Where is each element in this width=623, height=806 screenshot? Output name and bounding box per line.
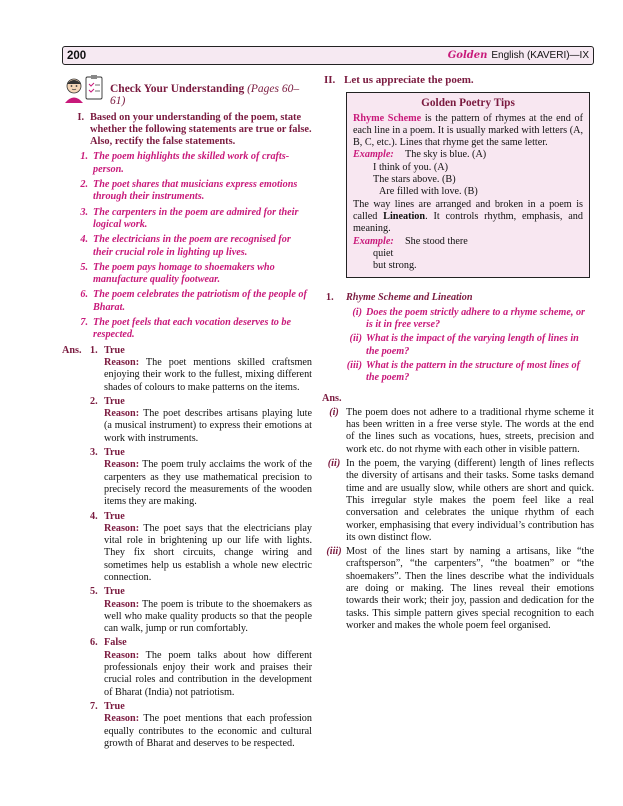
statement-text: The carpenters in the poem are admired for their logical work. <box>93 206 299 230</box>
reason-text: The poet describes artisans playing lute (a musical instrument) to express their emotions at work with instruments. <box>104 408 312 444</box>
term-lineation: Lineation <box>383 210 426 222</box>
answer-verdict: True <box>104 700 125 712</box>
reason-text: The poem is tribute to the shoemakers as well who make quality products so that the people can walk, jump or run comfortably. <box>104 598 312 635</box>
answer-item <box>62 511 312 585</box>
statement-number: 4. <box>80 234 88 246</box>
answer-number: 4. <box>90 510 98 522</box>
statement-text: The poet feels that each vocation deserves to be respected. <box>93 317 292 341</box>
example-line: She stood there <box>405 235 468 247</box>
sub-question-text: What is the impact of the varying length of lines in the poem? <box>366 333 579 357</box>
page-number: 200 <box>67 49 87 62</box>
statement-item <box>62 289 312 314</box>
sub-answer-number: (i) <box>329 406 339 418</box>
tips-text-2a: The way lines are arranged and broken in a poem is called <box>353 198 583 222</box>
sub-answer-text: The poem does not adhere to a traditional rhyme scheme it has been written in a free verse style. The words at the end of the lines such as vocations, hues, streets, precision and work etc. do not rhyme with each other in visible pattern. <box>346 406 594 455</box>
question-number: I. <box>77 111 84 123</box>
answer-item <box>62 396 312 445</box>
tips-title: Golden Poetry Tips <box>421 97 515 110</box>
answer-item <box>62 447 312 508</box>
example-line: Are filled with love. (B) <box>379 186 478 198</box>
book-name: English (KAVERI)—IX <box>491 50 589 61</box>
statement-text: The poem celebrates the patriotism of the people of Bharat. <box>93 289 307 313</box>
answer-verdict: True <box>104 510 125 522</box>
ans-label: Ans. <box>322 392 342 404</box>
check-understanding-heading <box>62 74 312 108</box>
poetry-tips-box <box>346 92 590 278</box>
statement-text: The electricians in the poem are recognised for their crucial role in lighting up lives. <box>93 234 291 258</box>
statement-text: The poem pays homage to shoemakers who manufacture quality footwear. <box>93 261 275 286</box>
answer-number: 3. <box>90 447 98 459</box>
statement-item <box>62 207 312 232</box>
answer-verdict: True <box>104 395 125 407</box>
sub-answer <box>322 546 594 632</box>
reason-text: The poet mentions that each profession equally contributes to the economic and cultural growth of Bharat and deserves to be respected. <box>104 713 312 749</box>
sub-answer-number: (ii) <box>327 458 341 470</box>
answer-number: 1. <box>90 344 98 356</box>
reason-text: The poem truly acclaims the work of the carpenters as they use mathematical precision to precisely record the measurements of the wooden items they are making. <box>104 459 312 508</box>
section-2-heading <box>324 74 594 86</box>
answer-reason <box>104 523 312 584</box>
statement-text: The poet shares that musicians express emotions through their instruments. <box>93 179 298 203</box>
section-pages: (Pages 60–61) <box>110 83 300 108</box>
reason-text: The poet says that the electricians play vital role in brightening up our life with lights. They fix short circuits, change wiring and sometimes help us establish a whole new electric connection. <box>104 522 312 583</box>
answer-number: 2. <box>90 395 98 407</box>
reason-label: Reason: <box>104 356 140 368</box>
answer-reason <box>104 459 312 508</box>
reason-label: Reason: <box>104 522 140 534</box>
example-label: Example: <box>353 235 394 247</box>
statement-item <box>62 151 312 176</box>
answer-verdict: False <box>104 637 127 649</box>
answers-section <box>322 393 594 633</box>
statement-number: 5. <box>80 261 88 273</box>
term-rhyme-scheme: Rhyme Scheme <box>353 112 422 124</box>
answer-item <box>62 637 312 698</box>
answer-item <box>62 586 312 635</box>
student-clipboard-icon <box>62 74 106 104</box>
sub-question-number: (ii) <box>349 333 362 345</box>
section-title-text: Check Your Understanding <box>110 83 245 95</box>
question-number: 1. <box>326 292 334 304</box>
reason-label: Reason: <box>104 598 140 610</box>
answer-reason <box>104 713 312 750</box>
sub-question-number: (iii) <box>346 359 362 371</box>
right-column <box>322 74 594 632</box>
answer-item <box>62 345 312 394</box>
answer-number: 5. <box>90 586 98 598</box>
section-number: II. <box>324 74 336 86</box>
example-line: The stars above. (B) <box>373 174 456 186</box>
answer-item <box>62 701 312 750</box>
answer-reason <box>104 650 312 699</box>
statement-number: 3. <box>80 206 88 218</box>
book-title <box>448 50 589 61</box>
section-title <box>110 74 312 108</box>
sub-question-text: Does the poem strictly adhere to a rhyme scheme, or is it in free verse? <box>366 306 586 331</box>
reason-label: Reason: <box>104 713 140 725</box>
sub-question <box>322 333 594 358</box>
question-1 <box>62 112 312 149</box>
reason-text: The poem talks about how different professionals enjoy their work and praises their crucial roles and contribution in the development of Bharat (India) not patriotism. <box>104 649 312 698</box>
sub-answer <box>322 407 594 456</box>
answer-verdict: True <box>104 447 125 459</box>
reason-label: Reason: <box>104 649 140 661</box>
example-2 <box>353 236 583 248</box>
answer-number: 7. <box>90 700 98 712</box>
answer-verdict: True <box>104 344 125 356</box>
section-title: Let us appreciate the poem. <box>344 74 474 86</box>
answer-number: 6. <box>90 637 98 649</box>
statement-number: 1. <box>80 151 88 163</box>
sub-question <box>322 360 594 385</box>
tips-paragraph-1 <box>353 113 583 150</box>
example-line: The sky is blue. (A) <box>405 149 487 161</box>
question-rhyme-lineation <box>322 292 594 384</box>
reason-label: Reason: <box>104 408 140 420</box>
statement-number: 7. <box>80 317 88 329</box>
statement-text: The poem highlights the skilled work of crafts-person. <box>93 151 290 175</box>
answer-verdict: True <box>104 586 125 598</box>
statement-item <box>62 262 312 287</box>
sub-question-number: (i) <box>352 306 362 318</box>
statement-item <box>62 179 312 204</box>
example-label: Example: <box>353 149 394 161</box>
sub-answer-text: In the poem, the varying (different) length of lines reflects the diversity of artisans and their tasks. Some tasks demand time and are usually slow, while others are short and quick. This irregular style makes the poem feel like a real conversation and celebrates the unique rhythm of each worker, emphasising that every individual’s contribution has its own distinct flow. <box>346 458 594 543</box>
ans-label: Ans. <box>62 344 82 356</box>
page-header <box>62 46 594 65</box>
statement-number: 2. <box>80 179 88 191</box>
statement-number: 6. <box>80 289 88 301</box>
tips-text-2b: . It controls rhythm, emphasis, and meaning. <box>353 210 583 235</box>
left-column <box>62 74 312 752</box>
sub-question-text: What is the pattern in the structure of most lines of the poem? <box>366 359 580 384</box>
sub-answer-text: Most of the lines start by naming a artisans, like “the craftsperson”, “the carpenters”, “the boatmen” or “the shoemakers”. Then the lines describe what the individuals are doing or making. The lines reveal their emotions towards their work; their joy, passion and dedication for the tasks. This simple pattern gives special recognition to each worker and makes the whole poem feel organised. <box>346 546 594 631</box>
answer-reason <box>104 357 312 394</box>
example-1 <box>353 149 583 161</box>
statement-list <box>62 151 312 341</box>
answer-reason <box>104 599 312 636</box>
example-line: but strong. <box>373 260 417 272</box>
statement-item <box>62 317 312 342</box>
answers-list <box>62 345 312 751</box>
answer-reason <box>104 408 312 445</box>
tips-paragraph-2 <box>353 199 583 236</box>
reason-label: Reason: <box>104 459 140 471</box>
statement-item <box>62 234 312 259</box>
example-line: quiet <box>373 247 394 259</box>
question-title: Rhyme Scheme and Lineation <box>346 292 473 304</box>
golden-logo: Golden <box>447 50 488 61</box>
sub-answer <box>322 458 594 544</box>
question-text: Based on your understanding of the poem, state whether the following statements are true or false. Also, rectify the false statements. <box>90 111 312 148</box>
example-line: I think of you. (A) <box>373 161 448 173</box>
sub-answer-number: (iii) <box>326 546 342 558</box>
tips-text-1: is the pattern of rhymes at the end of each line in a poem. It is usually marked with letters (A, B, C, etc.). Lines that rhyme get the same letter. <box>353 112 583 149</box>
reason-text: The poet mentions skilled craftsmen enjoying their work to the fullest, mixing different shades of colours to make patterns on the items. <box>104 356 312 393</box>
sub-question <box>322 307 594 332</box>
